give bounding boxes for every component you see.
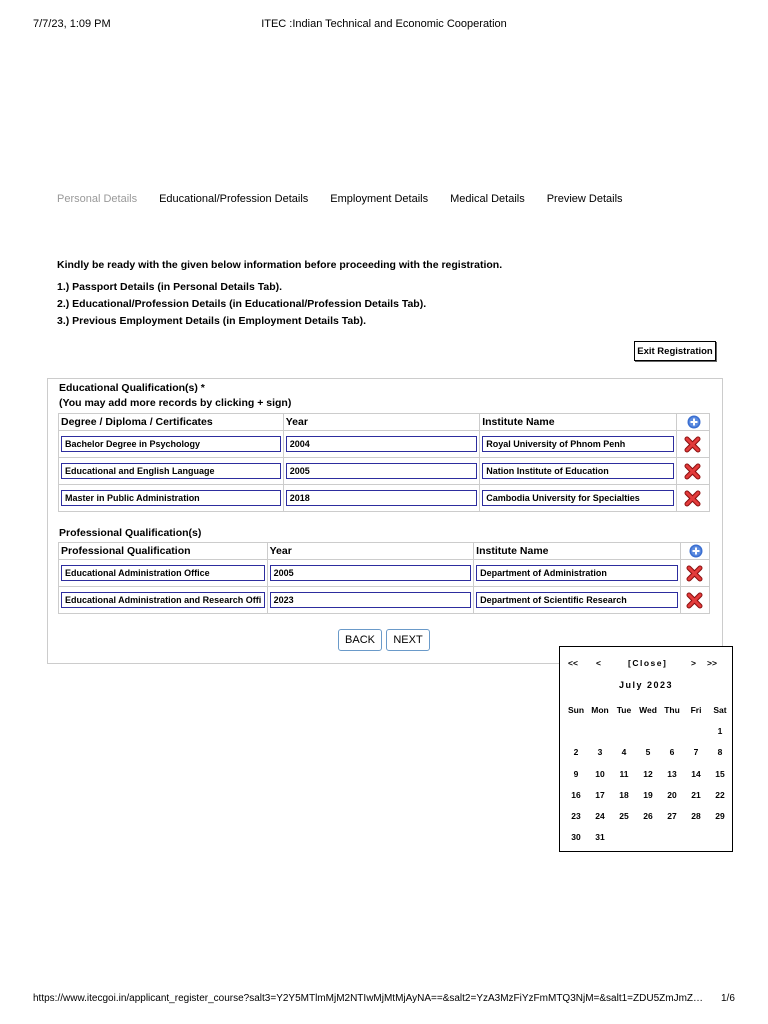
institute-input[interactable]: Nation Institute of Education [482,463,674,479]
calendar-day[interactable]: 25 [619,811,629,822]
calendar-day[interactable]: 22 [715,789,725,800]
calendar-day[interactable]: 11 [619,768,629,779]
degree-input[interactable]: Bachelor Degree in Psychology [61,436,281,452]
print-page-title: ITEC :Indian Technical and Economic Cooperation [261,18,507,30]
calendar-day[interactable]: 12 [643,768,653,779]
tab-preview-details[interactable]: Preview Details [546,193,623,205]
year-input[interactable]: 2005 [270,565,472,581]
calendar-day [636,720,660,741]
institute-input[interactable]: Cambodia University for Specialties [482,490,674,506]
date-picker-popup [559,646,733,852]
calendar-grid [564,699,732,848]
intro-heading: Kindly be ready with the given below information before proceeding with the registration. [57,259,503,271]
calendar-week-row [564,742,732,763]
education-section-title: Educational Qualification(s) * [59,382,205,394]
plus-circle-icon[interactable] [689,544,703,558]
education-table-header [59,414,710,431]
back-button[interactable]: BACK [338,629,382,651]
calendar-day[interactable]: 8 [717,747,723,758]
tab-medical-details[interactable]: Medical Details [450,193,525,205]
column-header: Institute Name [480,414,677,431]
calendar-day[interactable]: 13 [667,768,677,779]
intro-item: 1.) Passport Details (in Personal Details Tab). [57,281,283,293]
table-row [59,587,710,614]
calendar-day [708,827,732,848]
exit-registration-button[interactable]: Exit Registration [634,341,716,361]
calendar-day[interactable]: 1 [717,725,723,736]
add-education-cell [676,414,709,431]
calendar-day[interactable]: 27 [667,811,677,822]
calendar-day[interactable]: 28 [691,811,701,822]
intro-item: 2.) Educational/Profession Details (in Educational/Profession Details Tab). [57,298,427,310]
year-input[interactable]: 2004 [286,436,478,452]
calendar-day[interactable]: 9 [573,768,579,779]
calendar-day [660,827,684,848]
prev-month-button[interactable]: < [596,658,601,668]
calendar-day[interactable]: 21 [691,789,701,800]
degree-input[interactable]: Educational and English Language [61,463,281,479]
calendar-week-row [564,720,732,741]
tab-employment-details[interactable]: Employment Details [330,193,429,205]
column-header: Institute Name [474,543,681,560]
calendar-day[interactable]: 23 [571,811,581,822]
weekday-label: Sun [567,704,585,715]
calendar-day[interactable]: 30 [571,832,581,843]
qualification-input[interactable]: Educational Administration Office [61,565,265,581]
calendar-day[interactable]: 15 [715,768,725,779]
calendar-day[interactable]: 5 [645,747,651,758]
registration-tabs [57,193,645,205]
calendar-day[interactable]: 10 [595,768,605,779]
prev-year-button[interactable]: << [568,658,578,668]
professional-table [58,542,710,614]
year-input[interactable]: 2018 [286,490,478,506]
column-header: Professional Qualification [59,543,268,560]
calendar-day[interactable]: 16 [571,789,581,800]
institute-input[interactable]: Department of Administration [476,565,678,581]
calendar-day [684,720,708,741]
calendar-day [564,720,588,741]
calendar-day[interactable]: 17 [595,789,605,800]
calendar-day[interactable]: 24 [595,811,605,822]
calendar-day [588,720,612,741]
delete-row-icon[interactable] [685,590,705,610]
weekday-label: Mon [591,704,609,715]
calendar-day[interactable]: 18 [619,789,629,800]
column-header: Degree / Diploma / Certificates [59,414,284,431]
year-input[interactable]: 2023 [270,592,472,608]
calendar-day[interactable]: 6 [669,747,675,758]
table-row [59,458,710,485]
degree-input[interactable]: Master in Public Administration [61,490,281,506]
weekday-row [564,699,732,720]
weekday-label: Thu [664,704,680,715]
calendar-week-row [564,763,732,784]
print-datetime: 7/7/23, 1:09 PM [33,18,111,30]
weekday-label: Fri [690,704,702,715]
calendar-day [636,827,660,848]
table-row [59,485,710,512]
weekday-label: Tue [616,704,632,715]
calendar-day [612,827,636,848]
intro-item: 3.) Previous Employment Details (in Employment Details Tab). [57,315,367,327]
table-row [59,560,710,587]
calendar-day[interactable]: 3 [597,747,603,758]
close-calendar-button[interactable]: [Close] [628,658,668,668]
next-year-button[interactable]: >> [707,658,717,668]
calendar-day[interactable]: 20 [667,789,677,800]
print-page-number: 1/6 [721,993,735,1004]
calendar-day [612,720,636,741]
tab-personal-details[interactable]: Personal Details [57,193,138,205]
column-header: Year [267,543,474,560]
calendar-day[interactable]: 4 [621,747,627,758]
plus-circle-icon[interactable] [687,415,701,429]
next-month-button[interactable]: > [691,658,696,668]
education-section-hint: (You may add more records by clicking + sign) [59,397,292,409]
calendar-day [684,827,708,848]
year-input[interactable]: 2005 [286,463,478,479]
calendar-week-row [564,827,732,848]
calendar-day [660,720,684,741]
add-professional-cell [680,543,709,560]
institute-input[interactable]: Department of Scientific Research [476,592,678,608]
delete-row-icon[interactable] [683,488,703,508]
qualification-input[interactable]: Educational Administration and Research Offi [61,592,265,608]
calendar-week-row [564,784,732,805]
print-url: https://www.itecgoi.in/applicant_register_course?salt3=Y2Y5MTlmMjM2NTIwMjMtMjAyNA==&salt2=YzA3MzFiYzFmMTQ3NjM=&salt1=ZDU5ZmJmZ… [33,993,704,1004]
delete-row-icon[interactable] [685,563,705,583]
calendar-day[interactable]: 14 [691,768,701,779]
professional-table-header [59,543,710,560]
next-button[interactable]: NEXT [386,629,430,651]
institute-input[interactable]: Royal University of Phnom Penh [482,436,674,452]
calendar-week-row [564,805,732,826]
calendar-month-label: July 2023 [618,680,674,690]
weekday-label: Sat [713,704,727,715]
professional-section-title: Professional Qualification(s) [59,527,202,539]
tab-educational-profession-details[interactable]: Educational/Profession Details [159,193,309,205]
calendar-day[interactable]: 29 [715,811,725,822]
calendar-day[interactable]: 2 [573,747,579,758]
weekday-label: Wed [639,704,657,715]
delete-row-icon[interactable] [683,434,703,454]
calendar-day[interactable]: 7 [693,747,699,758]
calendar-day[interactable]: 26 [643,811,653,822]
education-table [58,413,710,512]
column-header: Year [283,414,480,431]
delete-row-icon[interactable] [683,461,703,481]
table-row [59,431,710,458]
calendar-day[interactable]: 19 [643,789,653,800]
calendar-day[interactable]: 31 [595,832,605,843]
